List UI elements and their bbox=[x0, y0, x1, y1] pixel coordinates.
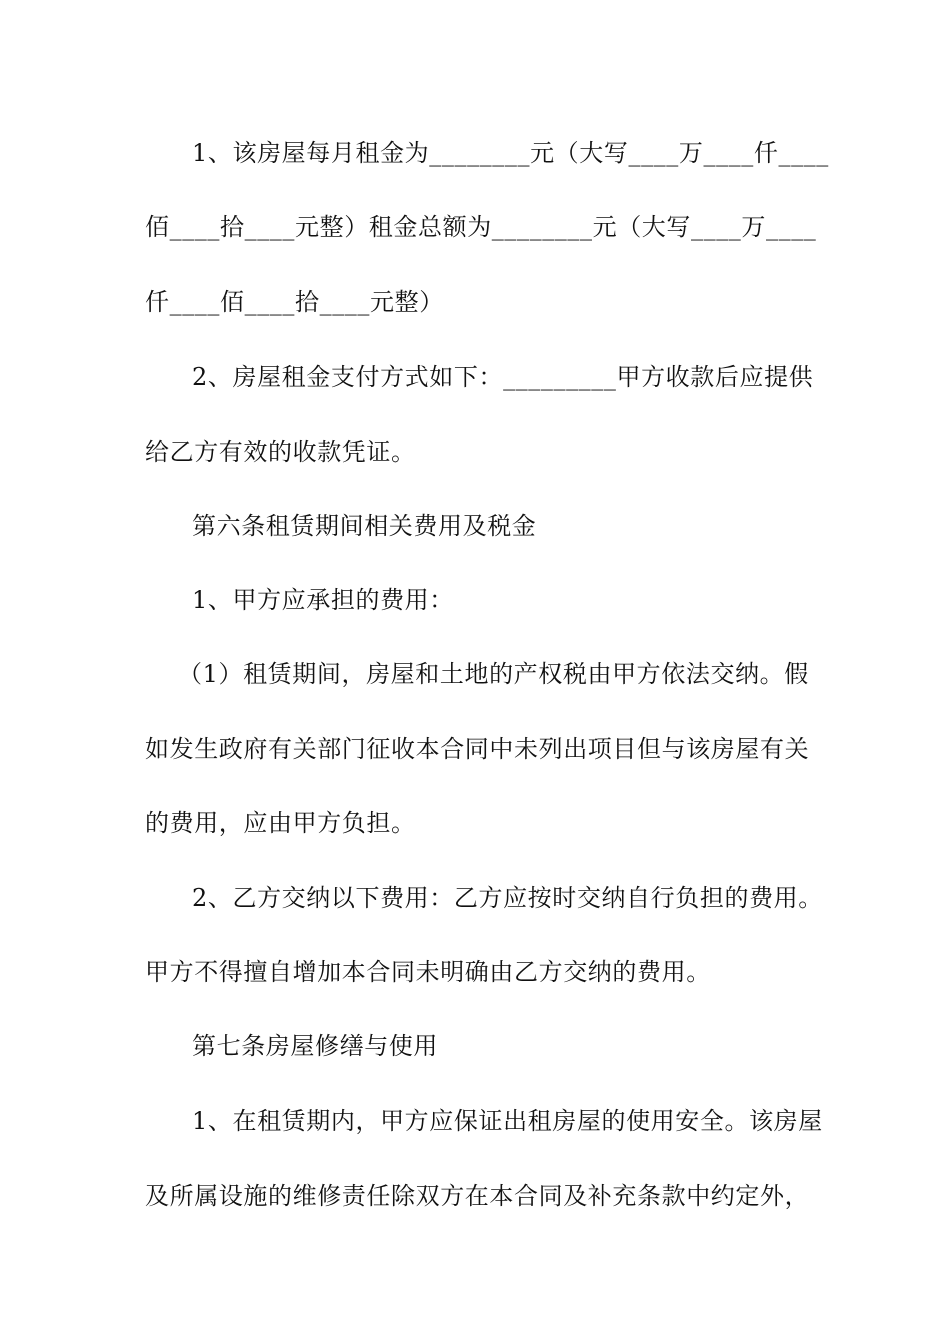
repair-responsibility-line: 及所属设施的维修责任除双方在本合同及补充条款中约定外， bbox=[145, 1182, 810, 1210]
rent-monthly-line: 1、该房屋每月租金为________元（大写____万____仟____ bbox=[192, 139, 829, 167]
party-b-fees-cont-line: 甲方不得擅自增加本合同未明确由乙方交纳的费用。 bbox=[145, 958, 711, 986]
party-b-fees-line: 2、乙方交纳以下费用：乙方应按时交纳自行负担的费用。 bbox=[192, 884, 823, 912]
article-six-heading: 第六条租赁期间相关费用及税金 bbox=[192, 512, 537, 540]
property-tax-line: （1）租赁期间，房屋和土地的产权税由甲方依法交纳。假 bbox=[178, 660, 809, 688]
repair-safety-line: 1、在租赁期内，甲方应保证出租房屋的使用安全。该房屋 bbox=[192, 1107, 823, 1135]
property-tax-end-line: 的费用，应由甲方负担。 bbox=[145, 809, 416, 837]
property-tax-cont-line: 如发生政府有关部门征收本合同中未列出项目但与该房屋有关 bbox=[145, 735, 810, 763]
article-seven-heading: 第七条房屋修缮与使用 bbox=[192, 1032, 438, 1060]
payment-method-cont-line: 给乙方有效的收款凭证。 bbox=[145, 438, 416, 466]
rent-total-line: 佰____拾____元整）租金总额为________元（大写____万____ bbox=[145, 213, 817, 241]
rent-total-cont-line: 仟____佰____拾____元整） bbox=[145, 288, 444, 316]
payment-method-line: 2、房屋租金支付方式如下：_________甲方收款后应提供 bbox=[192, 363, 814, 391]
party-a-fees-heading: 1、甲方应承担的费用： bbox=[192, 586, 454, 614]
